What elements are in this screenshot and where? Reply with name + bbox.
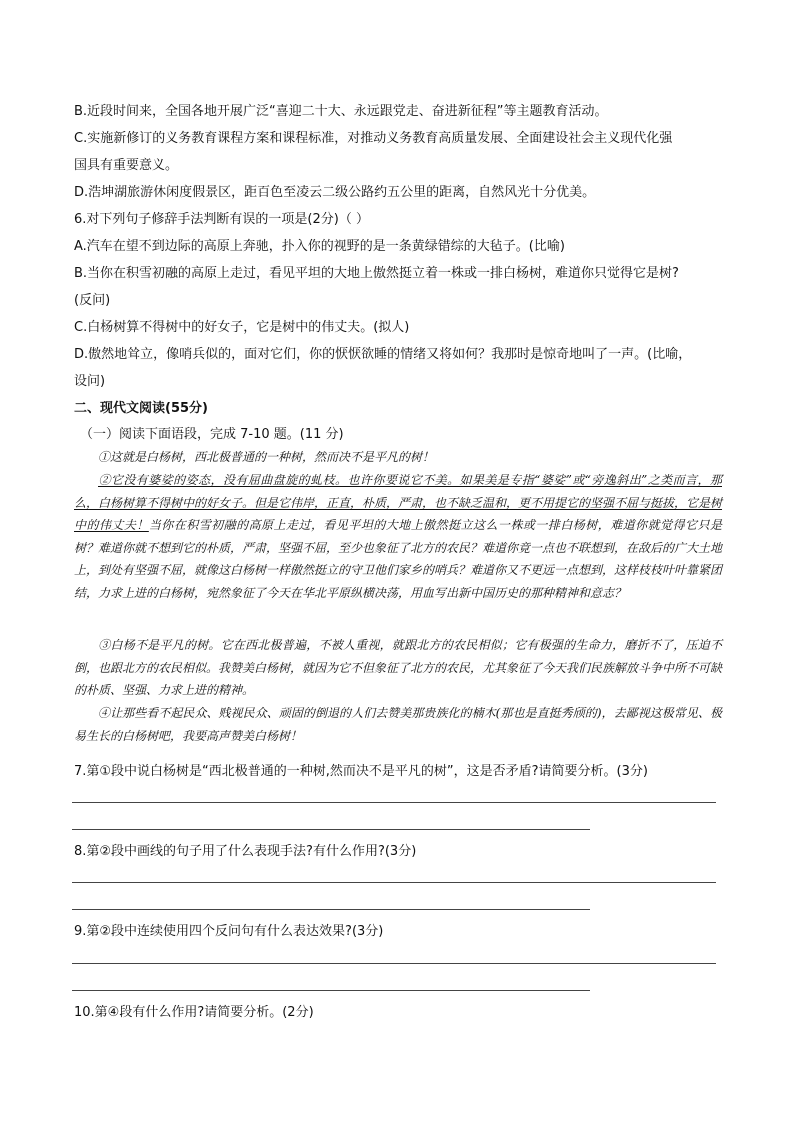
subsection-heading: （一）阅读下面语段，完成 7-10 题。(11 分) (80, 427, 344, 442)
option-5c-line2: 国具有重要意义。 (74, 158, 179, 173)
passage-paragraph-4: ④让那些看不起民众、贱视民众、顽固的倒退的人们去赞美那贵族化的楠木(那也是直挺秀颀的)，去鄙视这极常见、极易生长的白杨树吧，我要高声赞美白杨树！ (74, 706, 722, 743)
underlined-sentence: ②它没有婆娑的姿态，没有屈曲盘旋的虬枝。也许你要说它不美。如果美是专指“婆娑”或“旁逸斜出”之类而言，那么，白杨树算不得树中的好女子。但是它伟岸，正直，朴质，严肃，也不缺乏温和，更不用提它的坚强不屈与挺拔，它是树中的伟丈夫！ (74, 473, 723, 533)
answer-line (72, 882, 716, 883)
option-6b-line2: (反问) (74, 293, 111, 308)
option-6b-line1: B.当你在积雪初融的高原上走过，看见平坦的大地上傲然挺立着一株或一排白杨树，难道你只觉得它是树? (74, 266, 679, 281)
option-5b: B.近段时间来，全国各地开展广泛“喜迎二十大、永远跟党走、奋进新征程”等主题教育活动。 (74, 104, 608, 119)
answer-line (72, 829, 590, 830)
answer-line (72, 990, 590, 991)
option-5d: D.浩坤湖旅游休闲度假景区，距百色至凌云二级公路约五公里的距离，自然风光十分优美。 (74, 185, 596, 200)
question-6: 6.对下列句子修辞手法判断有误的一项是(2分)（ ） (74, 212, 369, 227)
question-10: 10.第④段有什么作用?请简要分析。(2分) (74, 1005, 314, 1020)
answer-line (72, 909, 590, 910)
section-heading: 二、现代文阅读(55分) (74, 401, 208, 416)
question-8: 8.第②段中画线的句子用了什么表现手法?有什么作用?(3分) (74, 844, 417, 859)
passage-paragraph-1: ①这就是白杨树，西北极普通的一种树，然而决不是平凡的树！ (98, 450, 435, 464)
option-6a: A.汽车在望不到边际的高原上奔驰，扑入你的视野的是一条黄绿错综的大毡子。(比喻) (74, 239, 565, 254)
answer-line (72, 963, 716, 964)
option-5c-line1: C.实施新修订的义务教育课程方案和课程标准，对推动义务教育高质量发展、全面建设社会主义现代化强 (74, 131, 673, 146)
passage-paragraph-2: ②它没有婆娑的姿态，没有屈曲盘旋的虬枝。也许你要说它不美。如果美是专指“婆娑”或“旁逸斜出”之类而言，那么，白杨树算不得树中的好女子。但是它伟岸，正直，朴质，严肃，也不缺乏温和，更不用提它的坚强不屈与挺拔，它是树中的伟丈夫！当你在积雪初融的高原上走过，看见平坦的大地上傲然挺立这么一株或一排白杨树，难道你就觉得它只是树？难道你就不想到它的朴质，严肃，坚强不屈，至少也象征了北方的农民？难道你竟一点也不联想到，在敌后的广大土地上，到处有坚强不屈，就像这白杨树一样傲然挺立的守卫他们家乡的哨兵？难道你又不更远一点想到，这样枝枝叶叶靠紧团结，力求上进的白杨树，宛然象征了今天在华北平原纵横决荡，用血写出新中国历史的那种精神和意志？ (74, 473, 723, 600)
option-6c: C.白杨树算不得树中的好女子，它是树中的伟丈夫。(拟人) (74, 320, 410, 335)
option-6d-line2: 设问) (74, 374, 106, 389)
question-9: 9.第②段中连续使用四个反问句有什么表达效果?(3分) (74, 924, 384, 939)
passage-paragraph-3: ③白杨不是平凡的树。它在西北极普遍，不被人重视，就跟北方的农民相似；它有极强的生命力，磨折不了，压迫不倒，也跟北方的农民相似。我赞美白杨树，就因为它不但象征了北方的农民，尤其象征了今天我们民族解放斗争中所不可缺的朴质、坚强、力求上进的精神。 (74, 638, 723, 698)
option-6d-line1: D.傲然地耸立，像哨兵似的，面对它们，你的恹恹欲睡的情绪又将如何？我那时是惊奇地叫了一声。(比喻， (74, 347, 692, 362)
answer-line (72, 802, 716, 803)
question-7: 7.第①段中说白杨树是“西北极普通的一种树,然而决不是平凡的树”，这是否矛盾?请简要分析。(3分) (74, 764, 648, 779)
